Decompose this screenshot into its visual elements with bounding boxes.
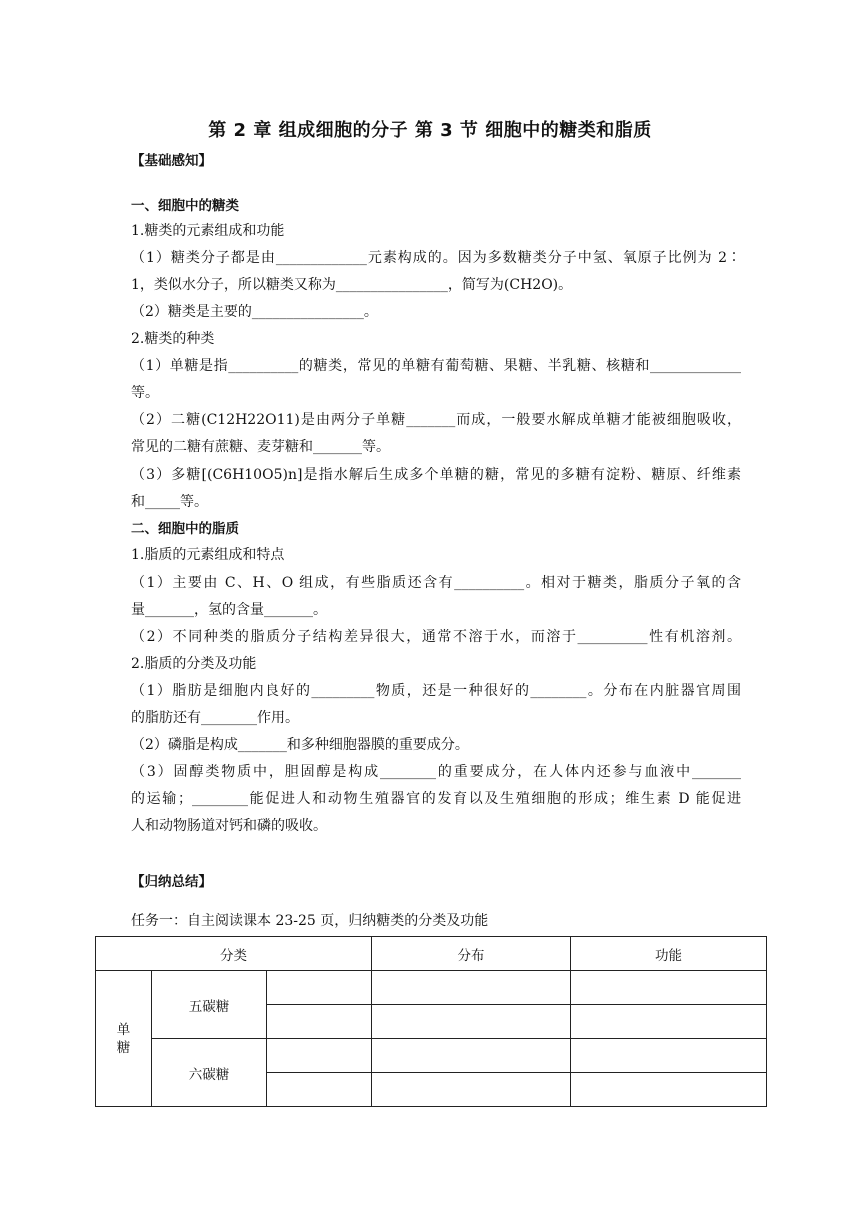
text-line: 量_______，氢的含量_______。 (131, 602, 327, 618)
text-line: （3）固醇类物质中，胆固醇是构成________的重要成分，在人体内还参与血液中_______ (131, 764, 741, 780)
text-line: （1）单糖是指__________的糖类，常见的单糖有葡萄糖、果糖、半乳糖、核糖和_____________ (131, 358, 741, 374)
blank-cell[interactable] (372, 1073, 571, 1107)
blank-cell[interactable] (267, 1039, 372, 1073)
table-row (96, 971, 767, 1005)
subheading-lipid-composition: 1.脂质的元素组成和特点 (131, 547, 285, 563)
text-line: （1）糖类分子都是由_____________元素构成的。因为多数糖类分子中氢、氧原子比例为 2∶ (131, 250, 741, 266)
text-line: （3）多糖[(C6H10O5)n]是指水解后生成多个单糖的糖，常见的多糖有淀粉、糖原、纤维素 (131, 467, 741, 483)
blank-cell[interactable] (372, 1005, 571, 1039)
heading-sugars: 一、细胞中的糖类 (131, 198, 239, 214)
text-line: 1，类似水分子，所以糖类又称为________________，简写为(CH2O)。 (131, 277, 573, 293)
header-category: 分类 (96, 937, 372, 971)
text-line: （2）磷脂是构成_______和多种细胞器膜的重要成分。 (131, 737, 469, 753)
blank-cell[interactable] (571, 1005, 767, 1039)
text-line: （2）二糖(C12H22O11)是由两分子单糖_______而成，一般要水解成单糖才能被细胞吸收， (131, 412, 741, 428)
blank-cell[interactable] (267, 1073, 372, 1107)
text-line: 的运输；________能促进人和动物生殖器官的发育以及生殖细胞的形成；维生素 D 能促进 (131, 791, 741, 807)
text-line: 的脂肪还有________作用。 (131, 710, 299, 726)
header-distribution: 分布 (372, 937, 571, 971)
text-line: （1）脂肪是细胞内良好的_________物质，还是一种很好的________。分布在内脏器官周围 (131, 683, 741, 699)
blank-cell[interactable] (571, 1073, 767, 1107)
blank-cell[interactable] (372, 971, 571, 1005)
text-line: 等。 (131, 385, 159, 401)
task-one-instruction: 任务一：自主阅读课本 23-25 页，归纳糖类的分类及功能 (131, 913, 489, 929)
subheading-lipid-types: 2.脂质的分类及功能 (131, 656, 257, 672)
text-line: （2）不同种类的脂质分子结构差异很大，通常不溶于水，而溶于__________性有机溶剂。 (131, 629, 741, 645)
heading-lipids: 二、细胞中的脂质 (131, 521, 239, 537)
pentose-cell: 五碳糖 (152, 971, 267, 1039)
blank-cell[interactable] (571, 1039, 767, 1073)
blank-cell[interactable] (571, 971, 767, 1005)
table-header-row (96, 937, 767, 971)
header-function: 功能 (571, 937, 767, 971)
blank-cell[interactable] (267, 971, 372, 1005)
monosaccharide-group-cell (96, 971, 152, 1107)
table-row (96, 1039, 767, 1073)
group-label: 单 糖 (116, 1021, 131, 1056)
page-title: 第 2 章 组成细胞的分子 第 3 节 细胞中的糖类和脂质 (208, 120, 652, 141)
blank-cell[interactable] (267, 1005, 372, 1039)
text-line: 和_____等。 (131, 494, 208, 510)
section-basic-perception: 【基础感知】 (131, 153, 212, 169)
subheading-sugar-composition: 1.糖类的元素组成和功能 (131, 223, 285, 239)
hexose-cell: 六碳糖 (152, 1039, 267, 1107)
section-summary: 【归纳总结】 (131, 874, 212, 890)
blank-cell[interactable] (372, 1039, 571, 1073)
text-line: （1）主要由 C、H、O 组成，有些脂质还含有__________。相对于糖类，脂质分子氧的含 (131, 575, 741, 591)
sugar-classification-table (95, 936, 767, 1107)
text-line: 常见的二糖有蔗糖、麦芽糖和_______等。 (131, 439, 390, 455)
subheading-sugar-types: 2.糖类的种类 (131, 331, 215, 347)
text-line: （2）糖类是主要的________________。 (131, 304, 378, 320)
text-line: 人和动物肠道对钙和磷的吸收。 (131, 818, 327, 834)
